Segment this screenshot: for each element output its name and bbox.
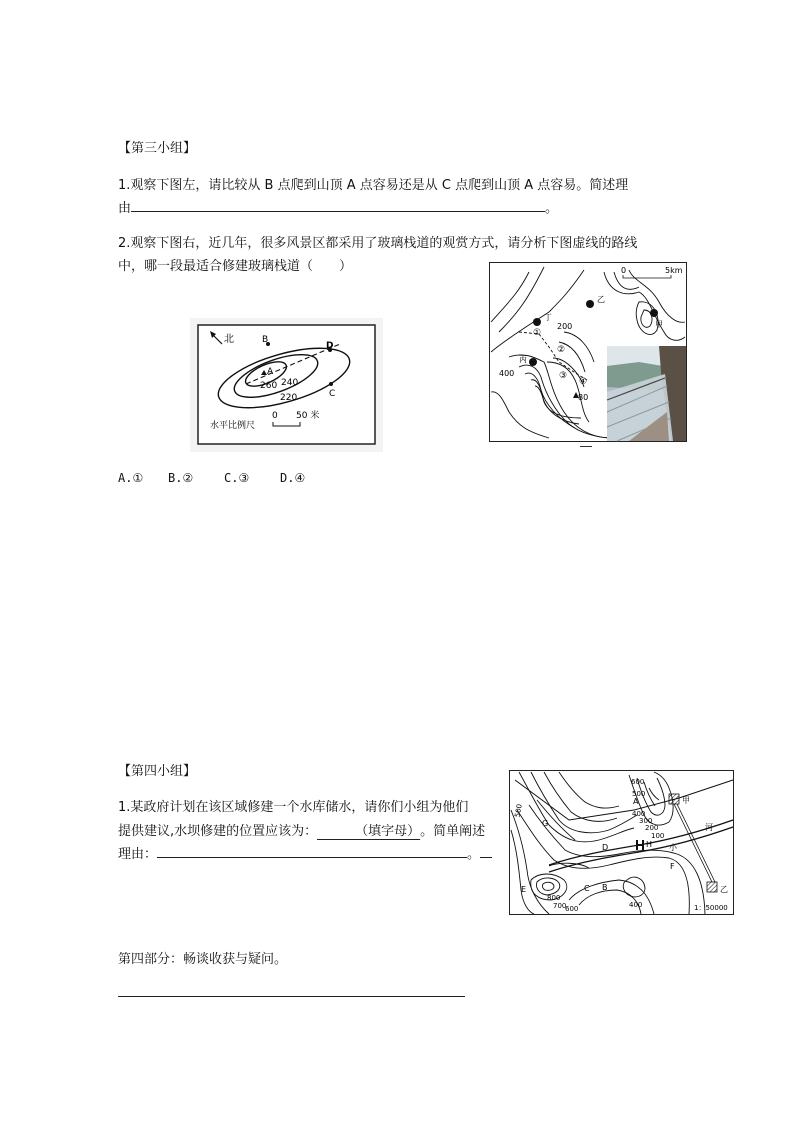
- svg-text:600: 600: [631, 778, 645, 786]
- svg-text:80: 80: [578, 393, 589, 402]
- svg-text:D: D: [326, 341, 334, 351]
- svg-text:河: 河: [705, 823, 713, 832]
- option-c[interactable]: C.③: [224, 471, 250, 485]
- fill-hint: （填字母）: [355, 824, 421, 839]
- q1-prefix: 由: [118, 201, 132, 216]
- north-label: 北: [224, 334, 234, 345]
- option-d[interactable]: D.④: [280, 471, 306, 485]
- svg-text:400: 400: [499, 369, 515, 378]
- svg-text:水平比例尺: 水平比例尺: [210, 421, 256, 431]
- svg-text:G: G: [542, 819, 549, 828]
- svg-text:200: 200: [557, 322, 573, 331]
- svg-text:丙: 丙: [519, 355, 527, 364]
- section4-heading: 【第四小组】: [118, 764, 197, 779]
- figure-mark: [580, 446, 592, 447]
- svg-text:500: 500: [632, 790, 646, 798]
- q1-tail: 。简单阐述: [420, 824, 486, 839]
- part4-text: 第四部分：畅谈收获与疑问。: [118, 952, 288, 967]
- svg-text:③: ③: [559, 371, 568, 381]
- svg-text:D: D: [602, 843, 609, 852]
- reservoir-contour-map: [509, 770, 734, 915]
- svg-text:C: C: [584, 884, 590, 893]
- svg-text:E: E: [521, 885, 527, 894]
- svg-text:700: 700: [553, 902, 567, 910]
- section3-heading: 【第三小组】: [118, 141, 197, 156]
- option-a[interactable]: A.①: [118, 471, 144, 485]
- svg-text:F: F: [670, 862, 675, 871]
- svg-text:A: A: [633, 797, 639, 806]
- svg-text:240: 240: [281, 378, 299, 388]
- section4-q1-line2: [118, 820, 485, 840]
- dam-location-blank[interactable]: [317, 820, 420, 840]
- contour-map-right: [489, 262, 687, 442]
- svg-text:50 米: 50 米: [296, 411, 320, 421]
- section3-q1-line2: [118, 197, 558, 216]
- answer-blank[interactable]: [131, 210, 545, 212]
- reason-suffix: 。: [467, 847, 481, 862]
- svg-text:乙: 乙: [597, 295, 605, 304]
- svg-text:5km: 5km: [665, 266, 683, 275]
- section3-q2-line2: 中，哪一段最适合修建玻璃栈道（ ）: [118, 259, 353, 274]
- svg-text:②: ②: [557, 345, 566, 355]
- reason-blank[interactable]: [157, 856, 467, 858]
- svg-text:C: C: [329, 389, 336, 399]
- option-b[interactable]: B.②: [168, 471, 194, 485]
- svg-text:B: B: [602, 883, 608, 892]
- svg-text:丁: 丁: [544, 313, 552, 322]
- svg-text:400: 400: [629, 901, 643, 909]
- svg-text:1：50000: 1：50000: [694, 904, 728, 912]
- svg-text:100: 100: [651, 832, 665, 840]
- svg-text:500: 500: [513, 803, 524, 818]
- options-row: [118, 471, 330, 485]
- part4-answer-line[interactable]: [118, 996, 465, 997]
- svg-text:小: 小: [669, 843, 677, 852]
- line-tail: [480, 856, 492, 858]
- svg-text:④: ④: [579, 377, 588, 387]
- svg-text:400: 400: [632, 810, 646, 818]
- contour-map-left: [190, 318, 383, 452]
- q1-prompt: 提供建议,水坝修建的位置应该为：: [118, 824, 318, 839]
- svg-text:A: A: [267, 367, 274, 377]
- svg-text:甲: 甲: [655, 320, 663, 329]
- section4-q1-line1: 1.某政府计划在该区域修建一个水库储水，请你们小组为他们: [118, 800, 469, 815]
- svg-text:200: 200: [645, 824, 659, 832]
- svg-text:H: H: [646, 840, 653, 849]
- section4-q1-line3: [118, 843, 492, 862]
- reason-prefix: 理由：: [118, 847, 158, 862]
- svg-text:乙: 乙: [720, 885, 728, 894]
- svg-text:260: 260: [260, 381, 278, 391]
- section3-q1-line1: 1.观察下图左，请比较从 B 点爬到山顶 A 点容易还是从 C 点爬到山顶 A 点容易。简述理: [118, 178, 629, 193]
- svg-text:B: B: [262, 335, 269, 345]
- svg-text:0: 0: [621, 266, 627, 275]
- svg-text:800: 800: [547, 894, 561, 902]
- svg-text:220: 220: [280, 393, 298, 403]
- svg-text:0: 0: [272, 411, 278, 421]
- svg-text:300: 300: [639, 817, 653, 825]
- glass-walkway-photo: [607, 346, 686, 441]
- svg-text:①: ①: [533, 328, 542, 338]
- q1-suffix: 。: [545, 201, 559, 216]
- svg-text:甲: 甲: [682, 796, 690, 805]
- svg-text:600: 600: [565, 905, 579, 913]
- section3-q2-line1: 2.观察下图右，近几年，很多风景区都采用了玻璃栈道的观赏方式，请分析下图虚线的路线: [118, 236, 638, 251]
